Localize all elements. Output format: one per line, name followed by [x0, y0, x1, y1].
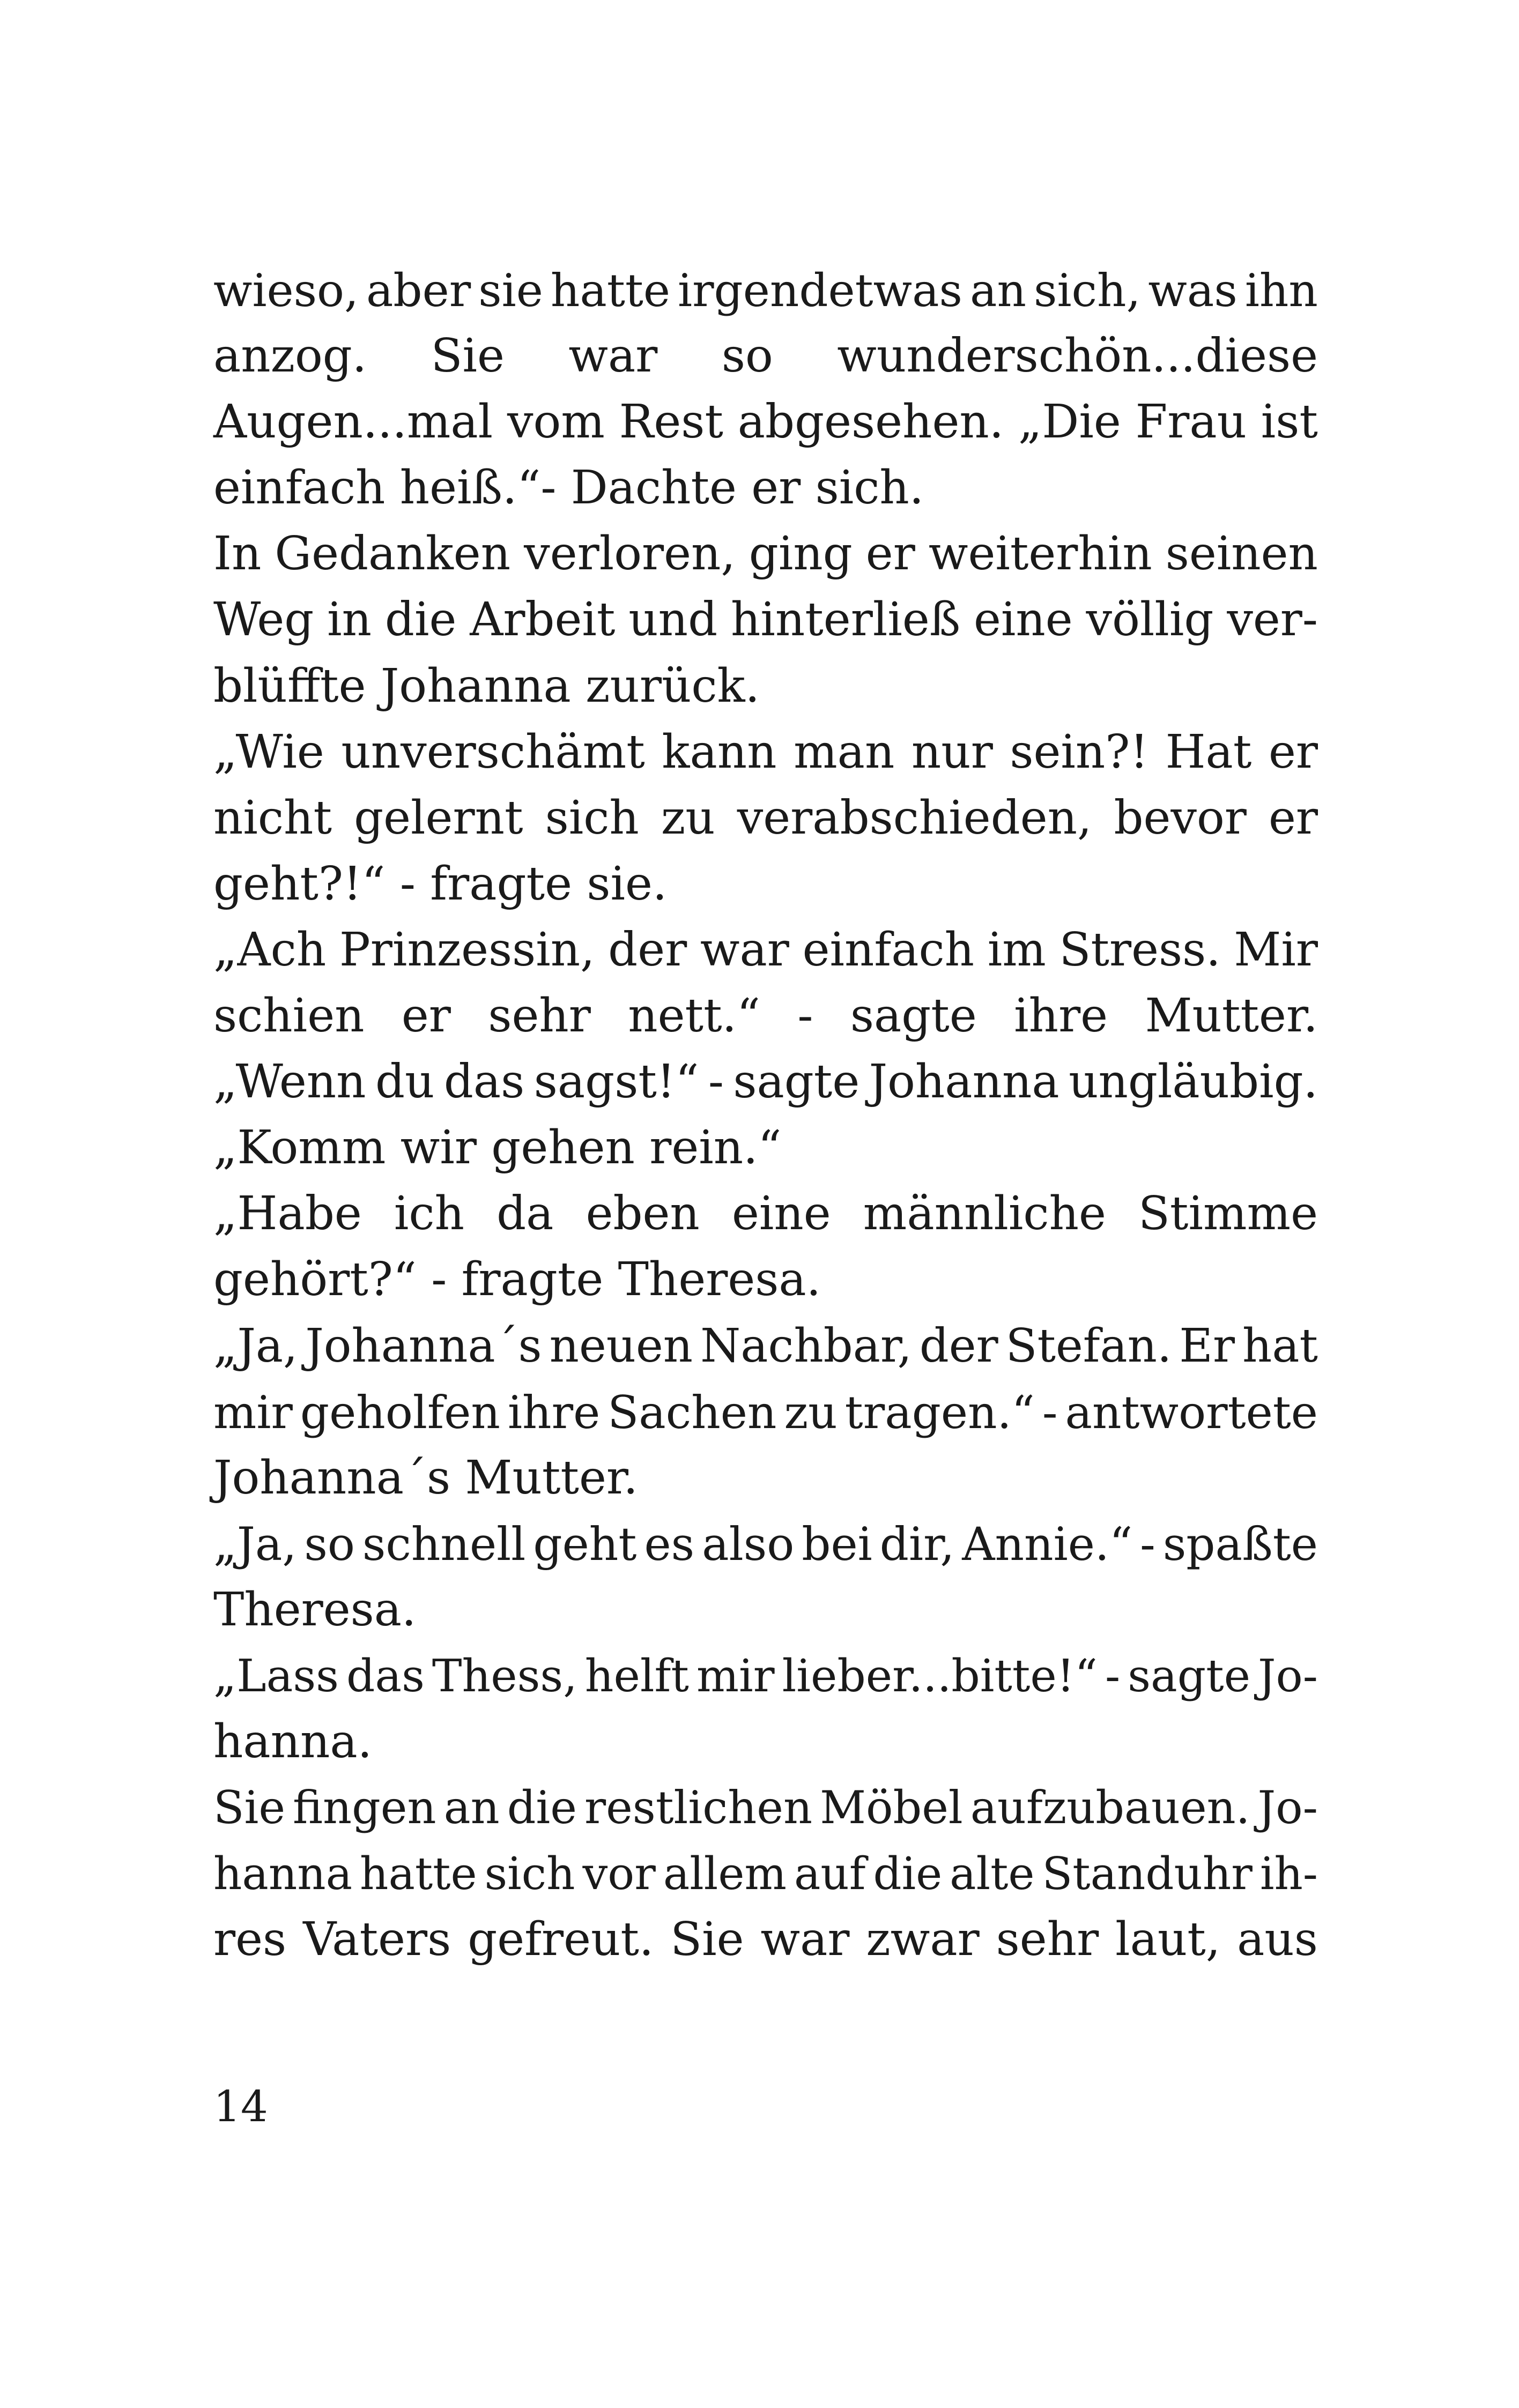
text-line: blüffte Johanna zurück. [213, 659, 760, 713]
word: so [304, 1517, 355, 1571]
word: dir, [879, 1517, 955, 1571]
text-line [213, 1313, 1318, 1379]
word: hanna [213, 1848, 353, 1900]
word: Stress. [1059, 923, 1221, 977]
word: du [375, 1055, 435, 1109]
word: Sachen [607, 1385, 777, 1439]
word: sagte [850, 989, 977, 1043]
word: „Wenn [213, 1055, 366, 1109]
word: sich [545, 791, 639, 845]
word: Prinzessin, [339, 923, 595, 977]
word: irgendetwas [678, 264, 962, 317]
word: er [401, 989, 451, 1043]
word: seinen [1165, 527, 1318, 581]
word: an [970, 264, 1026, 317]
word: laut, [1115, 1913, 1221, 1967]
word: gefreut. [468, 1913, 654, 1967]
word: eine [974, 593, 1073, 647]
text-line [213, 983, 1318, 1049]
word: - [708, 1055, 724, 1109]
text-line: geht?!“ - fragte sie. [213, 857, 668, 911]
word: Vaters [303, 1913, 451, 1967]
word: ging [749, 527, 853, 581]
word: „Ja, [213, 1319, 298, 1373]
word: sehr [996, 1913, 1099, 1967]
word: Jo- [1258, 1649, 1318, 1702]
word: kann [662, 725, 777, 779]
word: Rest [619, 395, 723, 449]
word: er [1268, 791, 1318, 845]
word: männliche [863, 1187, 1106, 1241]
text-line: Johanna´s Mutter. [213, 1451, 638, 1505]
word: spaßte [1162, 1517, 1318, 1571]
word: er [865, 527, 915, 581]
word: und [628, 593, 718, 647]
word: allem [663, 1848, 787, 1900]
word: er [1268, 725, 1318, 779]
word: abgesehen. [737, 395, 1004, 449]
word: „Habe [213, 1187, 362, 1241]
text-line [213, 1379, 1318, 1445]
word: schien [213, 989, 365, 1043]
word: die [384, 593, 457, 647]
word: „Lass [213, 1649, 339, 1702]
word: gelernt [354, 791, 523, 845]
word: Stefan. [1005, 1319, 1172, 1373]
word: „Die [1018, 395, 1121, 449]
word: Hat [1165, 725, 1252, 779]
word: hatte [360, 1848, 477, 1900]
word: verabschieden, [737, 791, 1092, 845]
word: Annie.“ [962, 1517, 1133, 1571]
page-number: 14 [213, 2082, 268, 2131]
word: antwortete [1065, 1385, 1318, 1439]
word: die [873, 1848, 943, 1900]
word: Stimme [1138, 1187, 1318, 1241]
word: Nachbar, [700, 1319, 912, 1373]
word: Augen...mal [213, 395, 493, 449]
word: sagst!“ [533, 1055, 699, 1109]
word: eben [586, 1187, 700, 1241]
word: Möbel [820, 1781, 963, 1834]
word: sich [484, 1848, 575, 1900]
word: der [608, 923, 687, 977]
word: geht [533, 1517, 637, 1571]
word: nur [911, 725, 993, 779]
text-line [213, 1181, 1318, 1247]
text-line [213, 1907, 1318, 1973]
word: anzog. [213, 329, 367, 383]
word: zwar [866, 1913, 980, 1967]
word: lieber...bitte!“ [782, 1649, 1098, 1702]
word: res [213, 1913, 287, 1967]
word: hatte [550, 264, 670, 317]
word: - [1042, 1385, 1058, 1439]
text-line: gehört?“ - fragte Theresa. [213, 1253, 821, 1307]
word: Jo- [1257, 1781, 1318, 1834]
word: restlichen [584, 1781, 813, 1834]
word: In [213, 527, 262, 581]
word: man [794, 725, 895, 779]
word: mir [696, 1649, 775, 1702]
word: Frau [1135, 395, 1247, 449]
word: sein?! [1010, 725, 1148, 779]
word: mir [213, 1385, 293, 1439]
word: Johanna´s [305, 1319, 542, 1373]
word: die [507, 1781, 577, 1834]
word: einfach [802, 923, 975, 977]
text-line [213, 1049, 1318, 1115]
word: fingen [293, 1781, 436, 1834]
text-line [213, 917, 1318, 983]
text-line [213, 323, 1318, 389]
word: „Wie [213, 725, 324, 779]
word: Standuhr [1042, 1848, 1253, 1900]
word: verloren, [524, 527, 736, 581]
text-line [213, 587, 1318, 653]
word: ihn [1244, 264, 1318, 317]
word: hinterließ [730, 593, 961, 647]
word: schnell [362, 1517, 526, 1571]
text-line [213, 1841, 1318, 1907]
word: vor [582, 1848, 656, 1900]
word: war [760, 1913, 850, 1967]
text-line: einfach heiß.“- Dachte er sich. [213, 461, 924, 515]
word: „Ach [213, 923, 327, 977]
text-line [213, 1511, 1318, 1577]
word: Er [1179, 1319, 1235, 1373]
text-line: „Komm wir gehen rein.“ [213, 1121, 782, 1175]
word: nett.“ [628, 989, 760, 1043]
word: - [1140, 1517, 1155, 1571]
word: geholfen [300, 1385, 500, 1439]
word: das [346, 1649, 425, 1702]
word: war [700, 923, 789, 977]
word: Thess, [432, 1649, 577, 1702]
word: hat [1242, 1319, 1318, 1373]
word: ich [394, 1187, 464, 1241]
word: ver- [1227, 593, 1318, 647]
text-line: Theresa. [213, 1582, 417, 1637]
word: Sie [431, 329, 505, 383]
word: Johanna [869, 1055, 1059, 1109]
text-line [213, 521, 1318, 587]
word: tragen.“ [844, 1385, 1035, 1439]
word: auf [794, 1848, 866, 1900]
word: Mutter. [1145, 989, 1318, 1043]
word: wunderschön...diese [837, 329, 1318, 383]
word: - [797, 989, 813, 1043]
text-line [213, 1775, 1318, 1841]
text-line [213, 1643, 1318, 1709]
word: ih- [1259, 1848, 1318, 1900]
word: völlig [1086, 593, 1214, 647]
word: ihre [507, 1385, 601, 1439]
word: war [568, 329, 658, 383]
text-line [213, 719, 1318, 785]
word: im [987, 923, 1046, 977]
word: wieso, [213, 264, 359, 317]
word: Arbeit [470, 593, 616, 647]
word: sehr [488, 989, 591, 1043]
word: „Ja, [213, 1517, 297, 1571]
word: vom [507, 395, 605, 449]
word: sie [478, 264, 543, 317]
word: es [644, 1517, 695, 1571]
word: zu [784, 1385, 838, 1439]
word: an [443, 1781, 500, 1834]
word: Sie [213, 1781, 285, 1834]
text-line: hanna. [213, 1715, 373, 1769]
word: Sie [670, 1913, 744, 1967]
word: also [702, 1517, 795, 1571]
text-line [213, 257, 1318, 323]
word: bevor [1114, 791, 1247, 845]
word: helft [584, 1649, 689, 1702]
word: eine [731, 1187, 831, 1241]
word: unverschämt [341, 725, 645, 779]
word: Gedanken [275, 527, 511, 581]
word: zu [661, 791, 715, 845]
word: ihre [1014, 989, 1108, 1043]
word: der [919, 1319, 998, 1373]
word: bei [802, 1517, 872, 1571]
word: sich, [1034, 264, 1141, 317]
word: sagte [733, 1055, 860, 1109]
word: neuen [549, 1319, 693, 1373]
word: - [1105, 1649, 1121, 1702]
word: alte [950, 1848, 1035, 1900]
word: nicht [213, 791, 332, 845]
word: aber [366, 264, 471, 317]
word: in [327, 593, 372, 647]
text-line [213, 785, 1318, 851]
word: so [721, 329, 773, 383]
word: da [497, 1187, 554, 1241]
word: aufzubauen. [970, 1781, 1250, 1834]
word: was [1148, 264, 1238, 317]
text-line [213, 389, 1318, 455]
word: aus [1237, 1913, 1318, 1967]
word: das [443, 1055, 525, 1109]
word: weiterhin [928, 527, 1152, 581]
word: sagte [1128, 1649, 1251, 1702]
word: ungläubig. [1069, 1055, 1318, 1109]
body-text [213, 257, 1318, 1973]
word: Mir [1234, 923, 1318, 977]
word: Weg [213, 593, 314, 647]
word: ist [1261, 395, 1318, 449]
